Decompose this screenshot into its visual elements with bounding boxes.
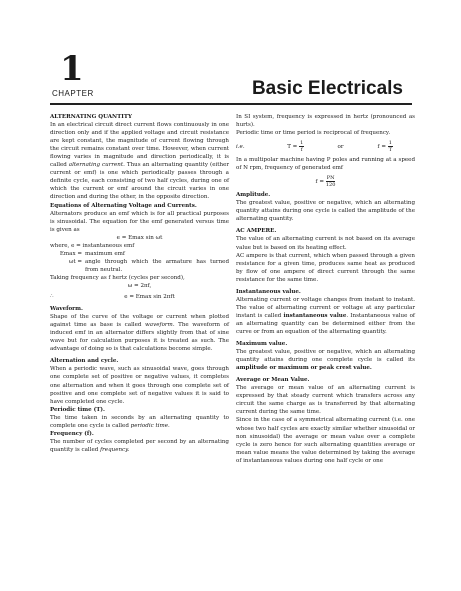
equation-pn-120: f = $\frac{PN}{120}$ (315, 175, 336, 189)
para-ac-ampere-2: AC ampere is that current, which when passed through a given resistance for a given time, produces same heat as produced by flow of one ampere of direct current through the same resistance for the same time. (236, 252, 415, 283)
heading-equations: Equations of Alternating Voltage and Currents. (50, 202, 197, 209)
para-average-2: Since in the case of a symmetrical alternating current (i.e. one whose two half cycles are exactly similar whether sinusoidal or non sinusoidal) the average or mean value over a complete cycle is zero hence for such alternating quantities average or mean value means the value determined by taking the average of instantaneous values during one half cycle or one (236, 417, 415, 464)
heading-alternating-quantity: ALTERNATING QUANTITY (50, 114, 132, 120)
header-rule (50, 103, 412, 105)
heading-ac-ampere: AC AMPERE. (236, 228, 277, 235)
heading-periodic-time: Periodic time (T). (50, 406, 105, 413)
equation-omega: ω = 2πf, (127, 282, 152, 289)
equation-emf: e = Emax sin ωt (116, 234, 163, 241)
para-waveform: Shape of the curve of the voltage or current when plotted against time as base is called waveform. The waveform of induced emf in an alternator differs slightly from that of sine wave but for calculation purposes it is treated as such. The advantage of doing so is that calculations become simple. (50, 314, 229, 353)
heading-instantaneous: Instantaneous value. (236, 288, 301, 295)
chapter-label: CHAPTER (52, 89, 94, 98)
definition-omega-t: ωt = angle through which the armature has turned from neutral. (68, 258, 229, 273)
para-equations: Alternators produce an emf which is for all practical purposes is sinusoidal. The equation for the emf generated versus time is given as (50, 210, 229, 233)
para-instantaneous: Alternating current or voltage changes from instant to instant. The value of alternating current or voltage at any particular instant is called instantaneous value. Instantaneous value of an alternating quantity can be determined either from the curve or from an equation of the alternating quantity. (236, 296, 415, 335)
heading-alternation-cycle: Alternation and cycle. (50, 358, 119, 365)
heading-maximum: Maximum value. (236, 341, 288, 348)
para-reciprocal: Periodic time or time period is reciprocal of frequency. (236, 130, 391, 137)
para-amplitude: The greatest value, positive or negative, which an alternating quantity attains during one cycle is called the amplitude of the alternating quantity. (236, 200, 415, 223)
para-frequency: The number of cycles completed per second by an alternating quantity is called frequency. (50, 438, 229, 453)
para-periodic-time: The time taken in seconds by an alternating quantity to complete one cycle is called periodic time. (50, 414, 229, 429)
definition-emax: Emax = maximum emf (59, 250, 125, 257)
heading-average: Average or Mean Value. (236, 377, 310, 384)
equation-emf-2pift: ∴ e = Emax sin 2πft (50, 294, 175, 301)
heading-amplitude: Amplitude. (236, 192, 271, 199)
para-alternation-cycle: When a periodic wave, such as sinusoidal wave, goes through one complete set of positive or negative values, it completes one alternation and when it goes through one complete set of positive and one complete set of negative values it is said to have completed one cycle. (50, 366, 229, 405)
chapter-number: 1 (60, 49, 84, 89)
para-ac-ampere-1: The value of an alternating current is not based on its average value but is based on its heating effect. (236, 236, 415, 251)
where-line: where, e = instantaneous emf (50, 242, 135, 249)
chapter-title: Basic Electricals (251, 78, 403, 99)
heading-waveform: Waveform. (50, 306, 83, 313)
para-frequency-taking: Taking frequency as f hertz (cycles per second), (50, 274, 185, 281)
para-maximum: The greatest value, positive or negative, which an alternating quantity attains during one complete cycle is called its amplitude or maximum or peak crest value. (236, 349, 415, 372)
para-alternating-quantity: In an electrical circuit direct current flows continuously in one direction only and if the applied voltage and circuit resistance are kept constant, the magnitude of current flowing through the circuit remains constant over time. However, when current flowing varies in magnitude and direction periodically, it is called alternating current. Thus an alternating quantity (either current or emf) is one which periodically passes through a definite cycle, each consisting of two half cycles, during one of which the current or emf around the circuit varies in one direction and during the other, in the opposite direction. (50, 122, 230, 201)
left-column (50, 113, 229, 454)
right-column (236, 113, 415, 465)
para-multipolar: In a multipolar machine having P poles and running at a speed of N rpm, frequency of generated emf (236, 157, 415, 172)
equation-period-frequency: i.e. T = $\frac{1}{f}$ or f = $\frac{1}{T}$ (236, 140, 393, 154)
para-si-system: In SI system, frequency is expressed in hertz (pronounced as hurts). (236, 114, 415, 129)
heading-frequency: Frequency (f). (50, 430, 94, 437)
para-average-1: The average or mean value of an alternating current is expressed by that steady current which transfers across any circuit the same charge as is transferred by that alternating current during the same time. (236, 385, 415, 416)
